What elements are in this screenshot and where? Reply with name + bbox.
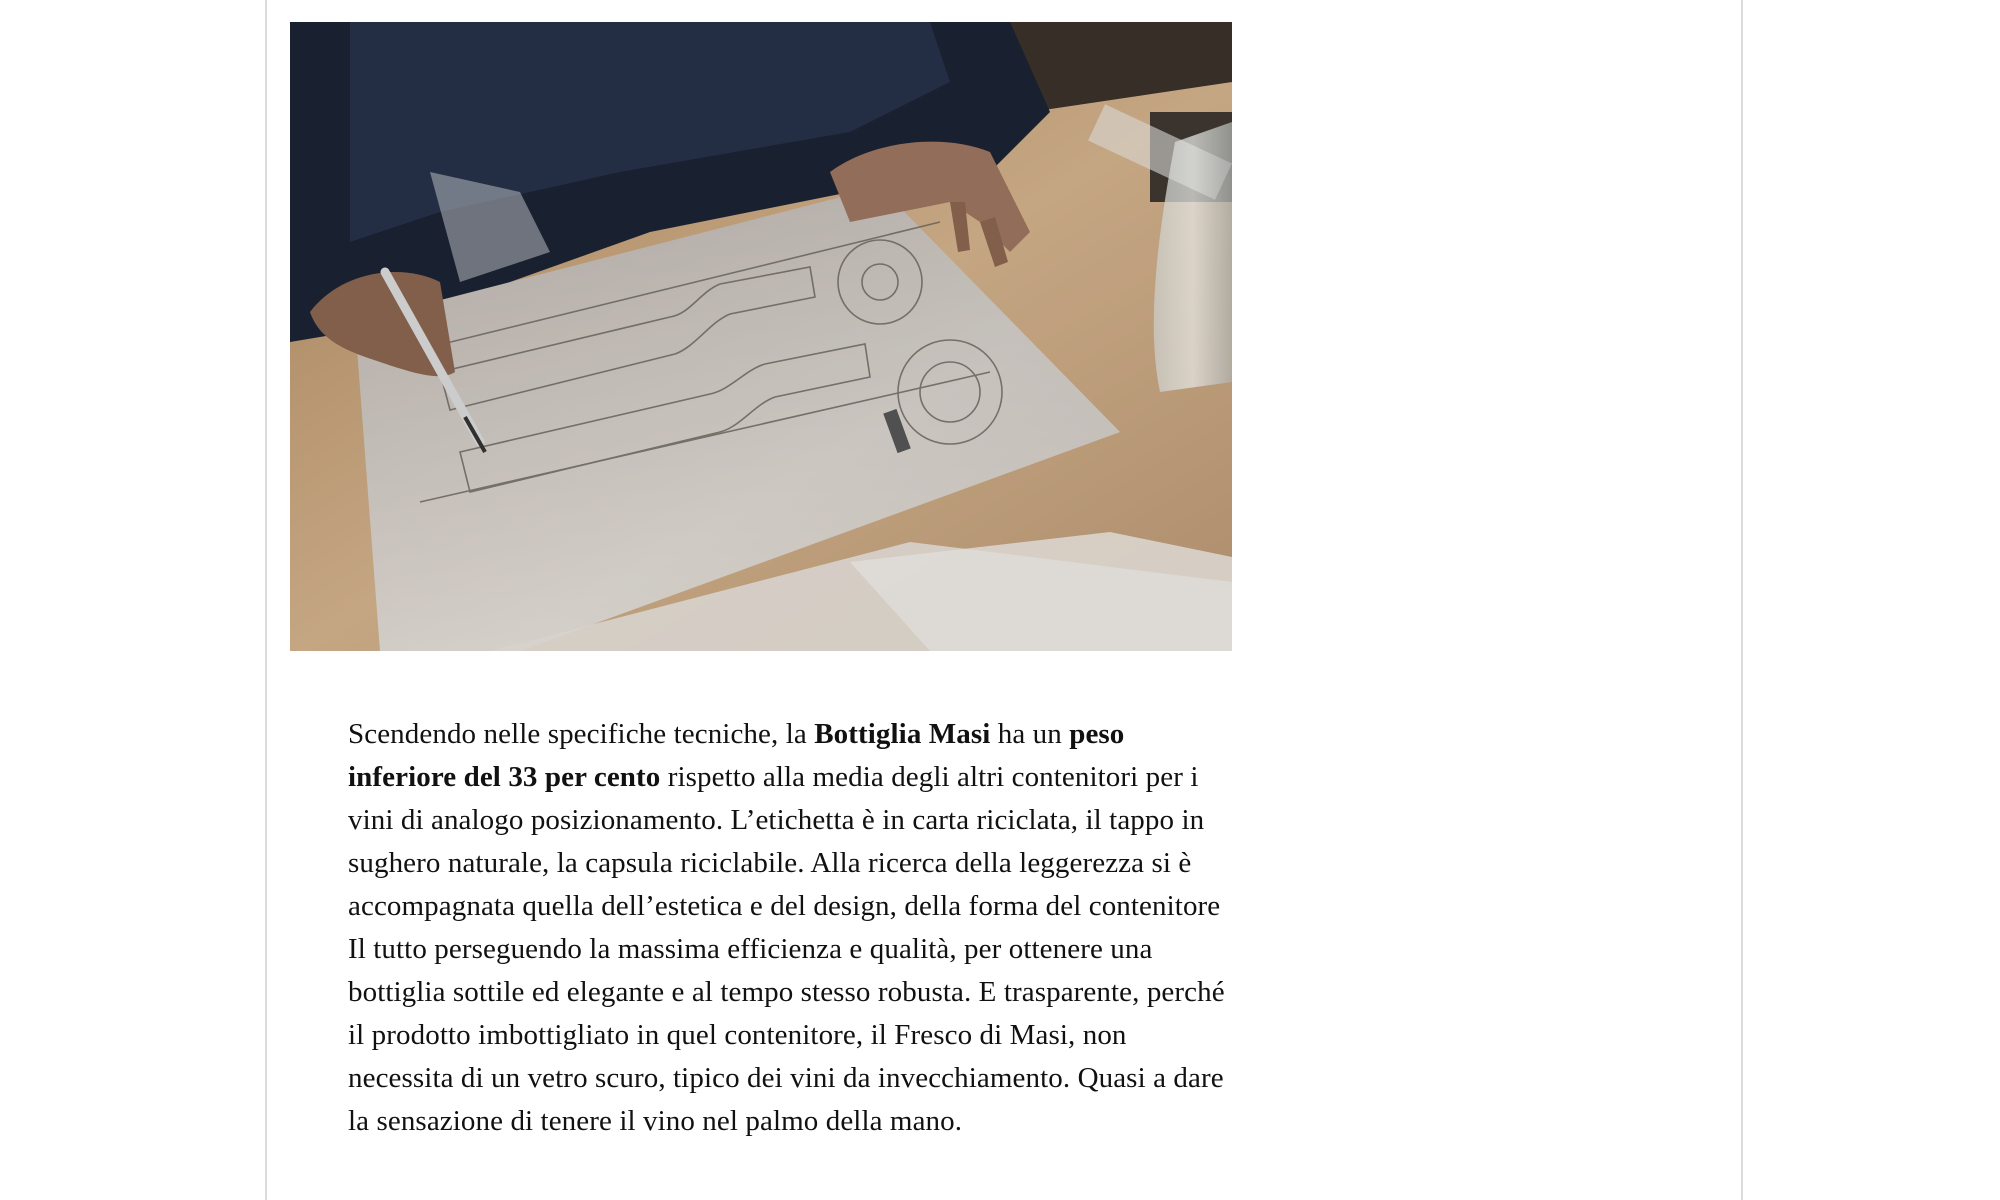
paragraph-text-1: Scendendo nelle specifiche tecniche, la [348, 718, 815, 750]
paragraph-text-2: ha un [990, 718, 1070, 750]
bottle-blueprint-photo-icon [290, 22, 1232, 651]
paragraph-bold-bottle-masi: Bottiglia Masi [814, 718, 991, 750]
paragraph-bold-weight: peso inferiore del 33 per cento [348, 718, 1125, 793]
article-paragraph [348, 713, 1238, 1143]
article-photo [290, 22, 1232, 651]
paragraph-text-3: rispetto alla media degli altri contenitori per i vini di analogo posizionamento. L’etichetta è in carta riciclata, il tappo in sughero naturale, la capsula riciclabile. Alla ricerca della leggerezza si è accompagnata quella dell’estetica e del design, della forma del contenitore Il tutto perseguendo la massima efficienza e qualità, per ottenere una bottiglia sottile ed elegante e al tempo stesso robusta. E trasparente, perché il prodotto imbottigliato in quel contenitore, il Fresco di Masi, non necessita di un vetro scuro, tipico dei vini da invecchiamento. Quasi a dare la sensazione di tenere il vino nel palmo della mano. [348, 761, 1225, 1137]
